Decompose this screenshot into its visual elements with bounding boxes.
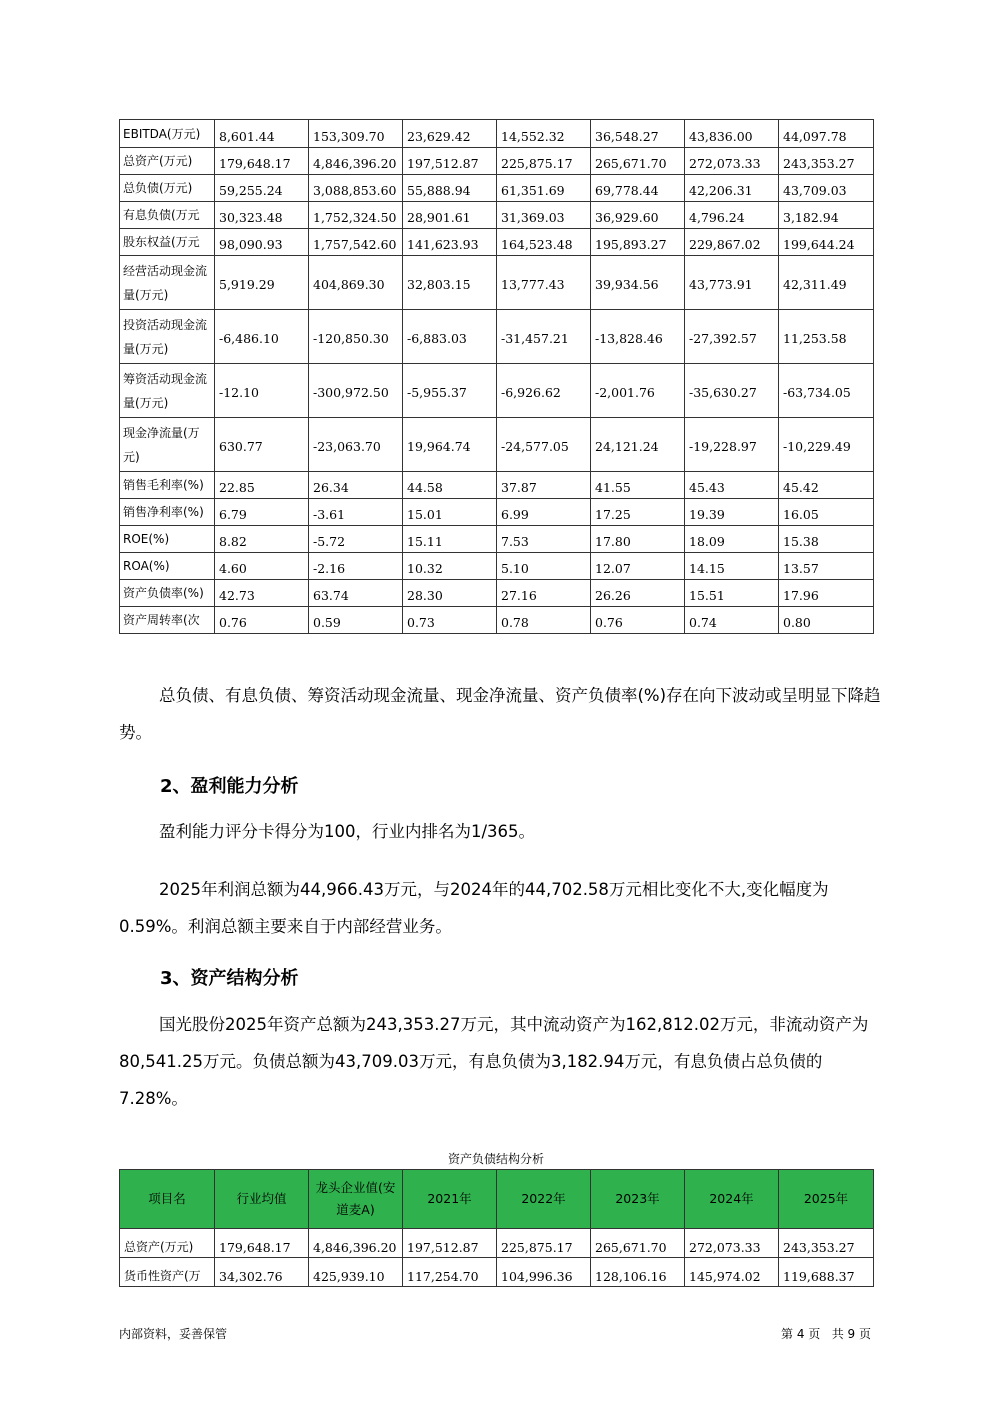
row-label: 筹资活动现金流量(万元) [120, 364, 215, 418]
table-cell: 179,648.17 [215, 1229, 309, 1258]
table-cell: 43,836.00 [685, 120, 779, 148]
table-cell: 41.55 [591, 472, 685, 499]
table-cell: 225,875.17 [497, 1229, 591, 1258]
table-cell: 265,671.70 [591, 148, 685, 175]
table-row [120, 148, 874, 175]
table-cell: 225,875.17 [497, 148, 591, 175]
table-cell: 4,846,396.20 [309, 1229, 403, 1258]
table-cell: -23,063.70 [309, 418, 403, 472]
table-cell: 243,353.27 [779, 1229, 874, 1258]
table-cell: -6,883.03 [403, 310, 497, 364]
table-cell: 63.74 [309, 580, 403, 607]
table-cell: 265,671.70 [591, 1229, 685, 1258]
table-cell: 44.58 [403, 472, 497, 499]
table-cell: 14.15 [685, 553, 779, 580]
table-cell: 36,548.27 [591, 120, 685, 148]
table-cell: -2,001.76 [591, 364, 685, 418]
section-2-heading: 2、盈利能力分析 [160, 776, 299, 797]
table-cell: 6.79 [215, 499, 309, 526]
table-cell: 141,623.93 [403, 229, 497, 256]
table-cell: 39,934.56 [591, 256, 685, 310]
table-cell: 128,106.16 [591, 1258, 685, 1287]
table-cell: 42.73 [215, 580, 309, 607]
table-cell: 6.99 [497, 499, 591, 526]
footer-page-number: 第 4 页 共 9 页 [781, 1327, 871, 1341]
table-cell: -6,486.10 [215, 310, 309, 364]
table-cell: 28.30 [403, 580, 497, 607]
table-cell: -27,392.57 [685, 310, 779, 364]
table-cell: 197,512.87 [403, 1229, 497, 1258]
table-row [120, 364, 874, 418]
column-header: 2021年 [403, 1170, 497, 1229]
table-row [120, 607, 874, 634]
table-cell: -31,457.21 [497, 310, 591, 364]
row-label: 有息负债(万元 [120, 202, 215, 229]
table-cell: 119,688.37 [779, 1258, 874, 1287]
table-cell: 195,893.27 [591, 229, 685, 256]
table-cell: 8,601.44 [215, 120, 309, 148]
table-cell: 43,709.03 [779, 175, 874, 202]
row-label: 股东权益(万元 [120, 229, 215, 256]
table-cell: 43,773.91 [685, 256, 779, 310]
table-cell: 3,182.94 [779, 202, 874, 229]
column-header: 2022年 [497, 1170, 591, 1229]
table-cell: 16.05 [779, 499, 874, 526]
row-label: 总负债(万元) [120, 175, 215, 202]
table-cell: 42,206.31 [685, 175, 779, 202]
table-cell: 4.60 [215, 553, 309, 580]
table-row [120, 310, 874, 364]
row-label: ROE(%) [120, 526, 215, 553]
table-cell: 4,796.24 [685, 202, 779, 229]
column-header: 行业均值 [215, 1170, 309, 1229]
row-label: EBITDA(万元) [120, 120, 215, 148]
table-cell: 61,351.69 [497, 175, 591, 202]
table-row [120, 1229, 874, 1258]
table-cell: -19,228.97 [685, 418, 779, 472]
table-cell: 13.57 [779, 553, 874, 580]
table-cell: 117,254.70 [403, 1258, 497, 1287]
table-cell: 4,846,396.20 [309, 148, 403, 175]
row-label: 资产负债率(%) [120, 580, 215, 607]
profitability-score-paragraph: 盈利能力评分卡得分为100，行业内排名为1/365。 [159, 822, 536, 841]
row-label: 经营活动现金流量(万元) [120, 256, 215, 310]
table-cell: 0.80 [779, 607, 874, 634]
table-cell: 5,919.29 [215, 256, 309, 310]
table-cell: -5.72 [309, 526, 403, 553]
table-cell: -120,850.30 [309, 310, 403, 364]
asset-structure-paragraph: 国光股份2025年资产总额为243,353.27万元，其中流动资产为162,812.02万元，非流动资产为80,541.25万元。负债总额为43,709.03万元，有息负债为3,182.94万元，有息负债占总负债的7.28%。 [119, 1015, 869, 1108]
table-cell: 1,757,542.60 [309, 229, 403, 256]
table-cell: 19,964.74 [403, 418, 497, 472]
table-cell: 42,311.49 [779, 256, 874, 310]
row-label: 现金净流量(万元) [120, 418, 215, 472]
table-cell: 104,996.36 [497, 1258, 591, 1287]
table-cell: 229,867.02 [685, 229, 779, 256]
table-row [120, 472, 874, 499]
table-cell: 8.82 [215, 526, 309, 553]
table-cell: 26.26 [591, 580, 685, 607]
table-cell: 0.73 [403, 607, 497, 634]
table-cell: 45.43 [685, 472, 779, 499]
table-cell: 34,302.76 [215, 1258, 309, 1287]
column-header: 2025年 [779, 1170, 874, 1229]
table-cell: 10.32 [403, 553, 497, 580]
table-cell: 164,523.48 [497, 229, 591, 256]
table-cell: 37.87 [497, 472, 591, 499]
table-cell: 179,648.17 [215, 148, 309, 175]
row-label: 总资产(万元) [120, 148, 215, 175]
footer-confidential-note: 内部资料，妥善保管 [119, 1327, 228, 1341]
column-header: 龙头企业值(安道麦A) [309, 1170, 403, 1229]
table-cell: 0.78 [497, 607, 591, 634]
profit-total-paragraph: 2025年利润总额为44,966.43万元，与2024年的44,702.58万元相比变化不大,变化幅度为0.59%。利润总额主要来自于内部经营业务。 [119, 880, 829, 936]
table-header-row [120, 1170, 874, 1229]
row-label: 总资产(万元) [120, 1229, 215, 1258]
table-cell: -3.61 [309, 499, 403, 526]
table-row [120, 580, 874, 607]
table-row [120, 175, 874, 202]
financial-metrics-table [119, 119, 874, 634]
column-header: 2023年 [591, 1170, 685, 1229]
table-cell: -300,972.50 [309, 364, 403, 418]
row-label: 销售净利率(%) [120, 499, 215, 526]
table-cell: 15.11 [403, 526, 497, 553]
table-cell: 59,255.24 [215, 175, 309, 202]
table-cell: -35,630.27 [685, 364, 779, 418]
row-label: 投资活动现金流量(万元) [120, 310, 215, 364]
table-cell: 45.42 [779, 472, 874, 499]
table-row [120, 256, 874, 310]
section-3-heading: 3、资产结构分析 [160, 968, 299, 989]
table-cell: 26.34 [309, 472, 403, 499]
table-cell: -24,577.05 [497, 418, 591, 472]
table-row [120, 120, 874, 148]
table-cell: 44,097.78 [779, 120, 874, 148]
table-cell: 5.10 [497, 553, 591, 580]
table-cell: 28,901.61 [403, 202, 497, 229]
table-row [120, 202, 874, 229]
table-cell: 69,778.44 [591, 175, 685, 202]
table-cell: -10,229.49 [779, 418, 874, 472]
table-cell: 31,369.03 [497, 202, 591, 229]
table-cell: -2.16 [309, 553, 403, 580]
table-cell: -6,926.62 [497, 364, 591, 418]
table-row [120, 499, 874, 526]
table-cell: 17.96 [779, 580, 874, 607]
table-cell: 145,974.02 [685, 1258, 779, 1287]
table-cell: 272,073.33 [685, 1229, 779, 1258]
table-cell: 27.16 [497, 580, 591, 607]
column-header: 2024年 [685, 1170, 779, 1229]
table-cell: 55,888.94 [403, 175, 497, 202]
table-cell: 243,353.27 [779, 148, 874, 175]
table-cell: 14,552.32 [497, 120, 591, 148]
table-cell: 197,512.87 [403, 148, 497, 175]
table-cell: 30,323.48 [215, 202, 309, 229]
table-cell: 17.25 [591, 499, 685, 526]
table-cell: 199,644.24 [779, 229, 874, 256]
row-label: ROA(%) [120, 553, 215, 580]
table-cell: 153,309.70 [309, 120, 403, 148]
table-cell: 0.74 [685, 607, 779, 634]
table-row [120, 553, 874, 580]
table-cell: 36,929.60 [591, 202, 685, 229]
table-row [120, 1258, 874, 1287]
table-cell: 22.85 [215, 472, 309, 499]
table-row [120, 418, 874, 472]
table-cell: 32,803.15 [403, 256, 497, 310]
trend-paragraph: 总负债、有息负债、筹资活动现金流量、现金净流量、资产负债率(%)存在向下波动或呈明显下降趋势。 [119, 686, 881, 742]
table-cell: 7.53 [497, 526, 591, 553]
table-cell: 24,121.24 [591, 418, 685, 472]
table-cell: 98,090.93 [215, 229, 309, 256]
table-cell: -13,828.46 [591, 310, 685, 364]
table-cell: 404,869.30 [309, 256, 403, 310]
table-cell: 15.38 [779, 526, 874, 553]
table-cell: 11,253.58 [779, 310, 874, 364]
row-label: 销售毛利率(%) [120, 472, 215, 499]
table-cell: 12.07 [591, 553, 685, 580]
table-cell: -63,734.05 [779, 364, 874, 418]
table-cell: 13,777.43 [497, 256, 591, 310]
table-cell: 0.76 [215, 607, 309, 634]
table-cell: 630.77 [215, 418, 309, 472]
row-label: 货币性资产(万 [120, 1258, 215, 1287]
row-label: 资产周转率(次 [120, 607, 215, 634]
table-cell: 17.80 [591, 526, 685, 553]
table-cell: 1,752,324.50 [309, 202, 403, 229]
table-cell: 15.51 [685, 580, 779, 607]
table-cell: -12.10 [215, 364, 309, 418]
table-cell: -5,955.37 [403, 364, 497, 418]
table-cell: 0.59 [309, 607, 403, 634]
table-cell: 425,939.10 [309, 1258, 403, 1287]
table-row [120, 229, 874, 256]
column-header: 项目名 [120, 1170, 215, 1229]
structure-table-caption: 资产负债结构分析 [447, 1152, 544, 1166]
table-cell: 15.01 [403, 499, 497, 526]
table-row [120, 526, 874, 553]
table-cell: 0.76 [591, 607, 685, 634]
table-cell: 23,629.42 [403, 120, 497, 148]
table-cell: 3,088,853.60 [309, 175, 403, 202]
asset-liability-structure-table [119, 1169, 874, 1287]
table-cell: 18.09 [685, 526, 779, 553]
table-cell: 272,073.33 [685, 148, 779, 175]
table-cell: 19.39 [685, 499, 779, 526]
